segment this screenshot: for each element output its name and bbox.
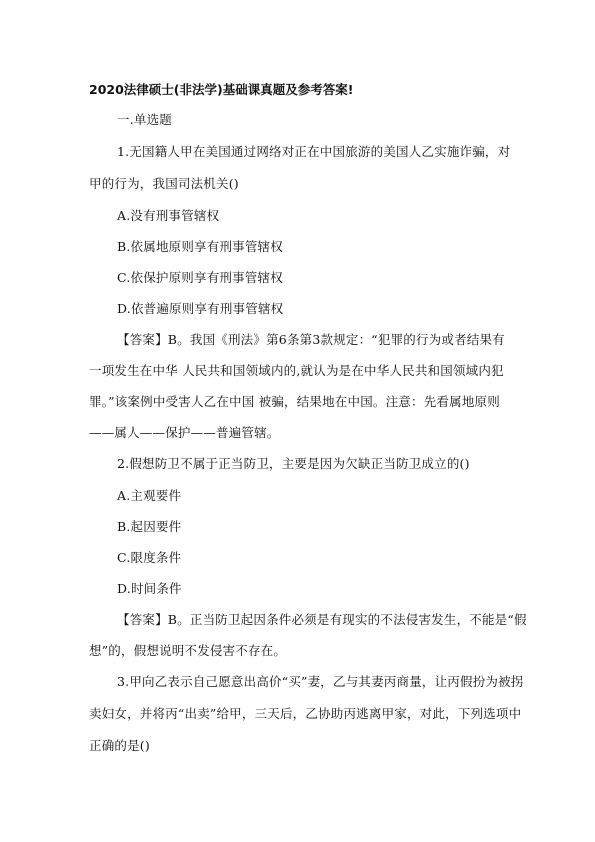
q2-option-b: B.起因要件 <box>117 519 182 534</box>
q1-answer-line-1: 【答案】B。我国《刑法》第6条第3款规定：“犯罪的行为或者结果有 <box>117 332 505 347</box>
q1-answer-line-4: ——属人——保护——普遍管辖。 <box>89 425 280 440</box>
q1-option-c: C.依保护原则享有刑事管辖权 <box>117 270 283 285</box>
q1-stem-line-2: 甲的行为，我国司法机关() <box>89 176 239 191</box>
q2-stem-line-1: 2.假想防卫不属于正当防卫，主要是因为欠缺正当防卫成立的() <box>117 456 470 471</box>
q3-stem-line-2: 卖妇女，并将丙“出卖”给甲，三天后，乙协助丙逃离甲家，对此，下列选项中 <box>89 706 522 721</box>
q3-stem-line-3: 正确的是() <box>89 738 150 753</box>
q2-option-c: C.限度条件 <box>117 550 182 565</box>
q1-option-d: D.依普遍原则享有刑事管辖权 <box>117 301 284 316</box>
q2-option-d: D.时间条件 <box>117 581 182 596</box>
document-title: 2020法律硕士(非法学)基础课真题及参考答案! <box>89 82 354 97</box>
q1-answer-line-2: 一项发生在中华 人民共和国领域内的,就认为是在中华人民共和国领域内犯 <box>89 363 504 378</box>
q1-option-b: B.依属地原则享有刑事管辖权 <box>117 239 283 254</box>
q2-answer-line-2: 想”的，假想说明不发侵害不存在。 <box>89 643 287 658</box>
section-heading: 一.单选题 <box>117 112 172 127</box>
q1-option-a: A.没有刑事管辖权 <box>117 208 220 223</box>
q2-option-a: A.主观要件 <box>117 488 182 503</box>
q1-stem-line-1: 1.无国籍人甲在美国通过网络对正在中国旅游的美国人乙实施诈骗，对 <box>117 144 511 159</box>
q2-answer-line-1: 【答案】B。正当防卫起因条件必须是有现实的不法侵害发生，不能是“假 <box>117 612 527 627</box>
q3-stem-line-1: 3.甲向乙表示自己愿意出高价“买”妻，乙与其妻丙商量，让丙假扮为被拐 <box>117 674 524 689</box>
q1-answer-line-3: 罪。”该案例中受害人乙在中国 被骗，结果地在中国。注意：先看属地原则 <box>89 394 500 409</box>
